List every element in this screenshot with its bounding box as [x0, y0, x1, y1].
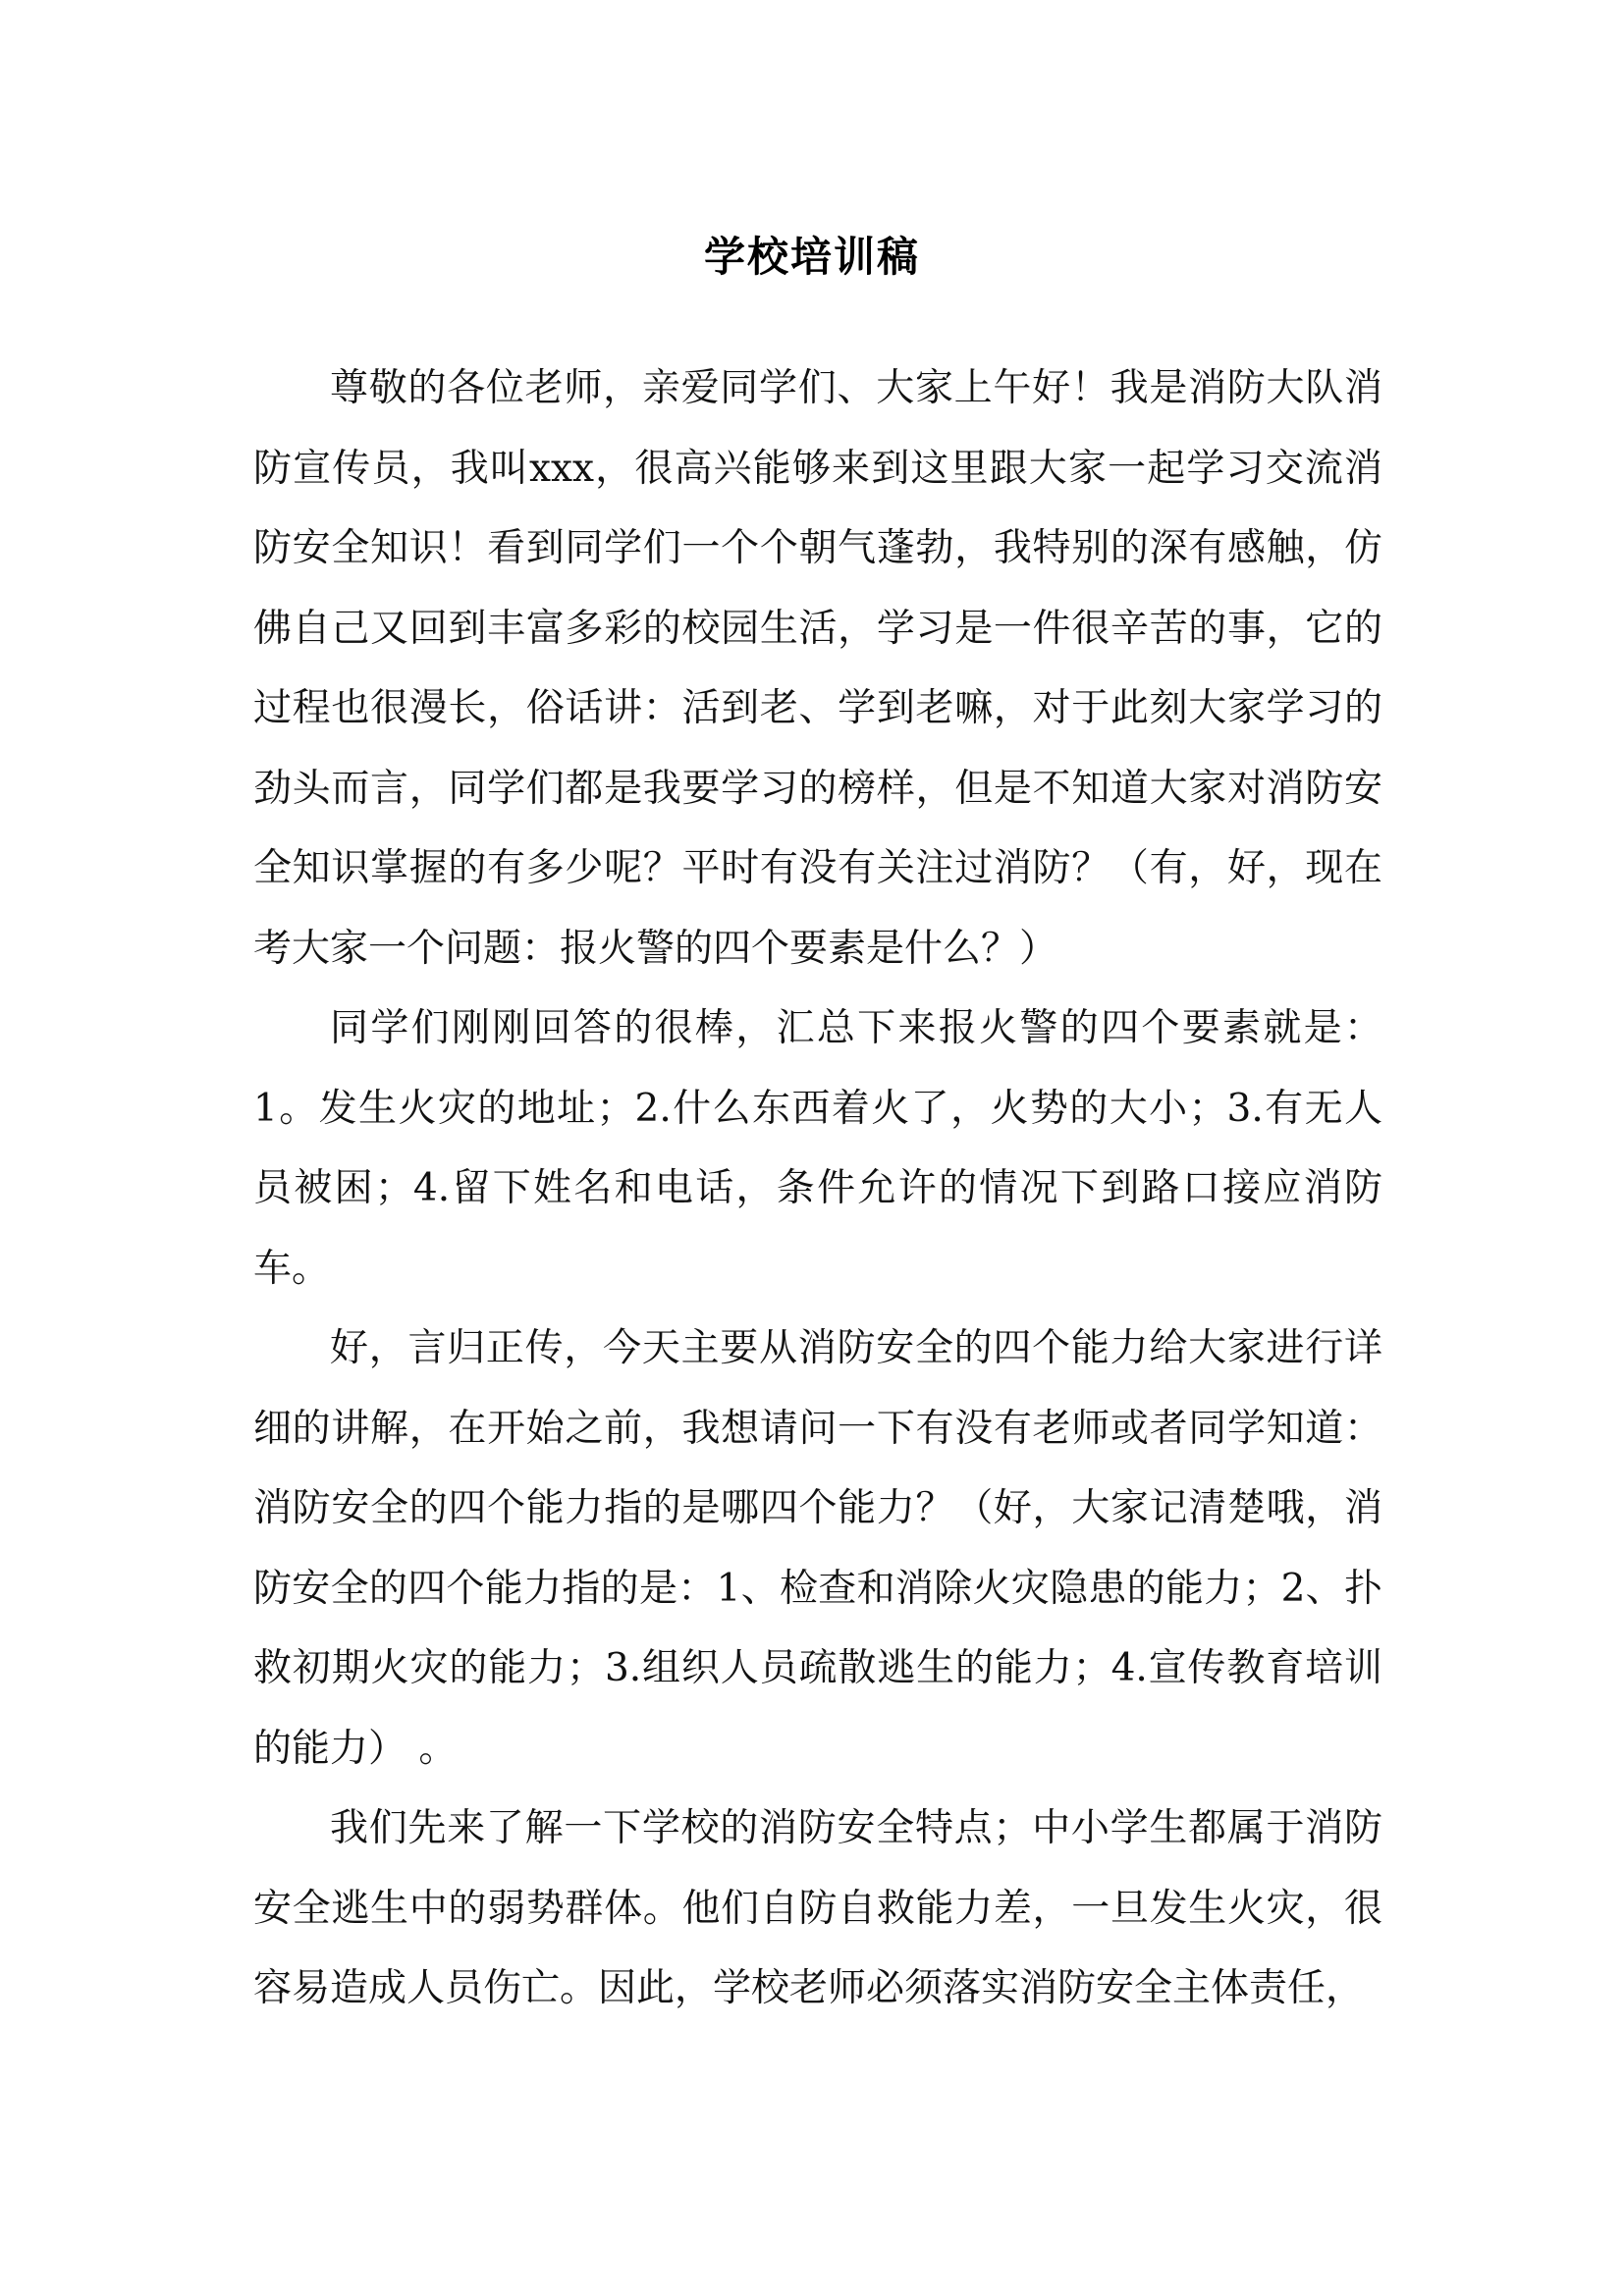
document-body: [253, 348, 1382, 2029]
paragraph-four-abilities: 好，言归正传，今天主要从消防安全的四个能力给大家进行详细的讲解，在开始之前，我想请问一下有没有老师或者同学知道：消防安全的四个能力指的是哪四个能力？（好，大家记清楚哦，消防安全的四个能力指的是：1、检查和消除火灾隐患的能力；2、扑救初期火灾的能力；3.组织人员疏散逃生的能力；4.宣传教育培训的能力） 。: [253, 1326, 1382, 1771]
paragraph-fire-alarm-elements: 同学们刚刚回答的很棒，汇总下来报火警的四个要素就是：1。发生火灾的地址；2.什么东西着火了，火势的大小；3.有无人员被困；4.留下姓名和电话，条件允许的情况下到路口接应消防车。: [253, 1006, 1382, 1291]
paragraph-greeting: 尊敬的各位老师，亲爱同学们、大家上午好！我是消防大队消防宣传员，我叫xxx，很高兴能够来到这里跟大家一起学习交流消防安全知识！看到同学们一个个朝气蓬勃，我特别的深有感触，仿佛自己又回到丰富多彩的校园生活，学习是一件很辛苦的事，它的过程也很漫长，俗话讲：活到老、学到老嘛，对于此刻大家学习的劲头而言，同学们都是我要学习的榜样，但是不知道大家对消防安全知识掌握的有多少呢？平时有没有关注过消防？（有，好，现在考大家一个问题：报火警的四个要素是什么？）: [253, 366, 1382, 971]
document-title: 学校培训稿: [703, 233, 920, 281]
paragraph-school-characteristics: 我们先来了解一下学校的消防安全特点；中小学生都属于消防安全逃生中的弱势群体。他们自防自救能力差，一旦发生火灾，很容易造成人员伤亡。因此，学校老师必须落实消防安全主体责任，: [253, 1806, 1382, 2010]
